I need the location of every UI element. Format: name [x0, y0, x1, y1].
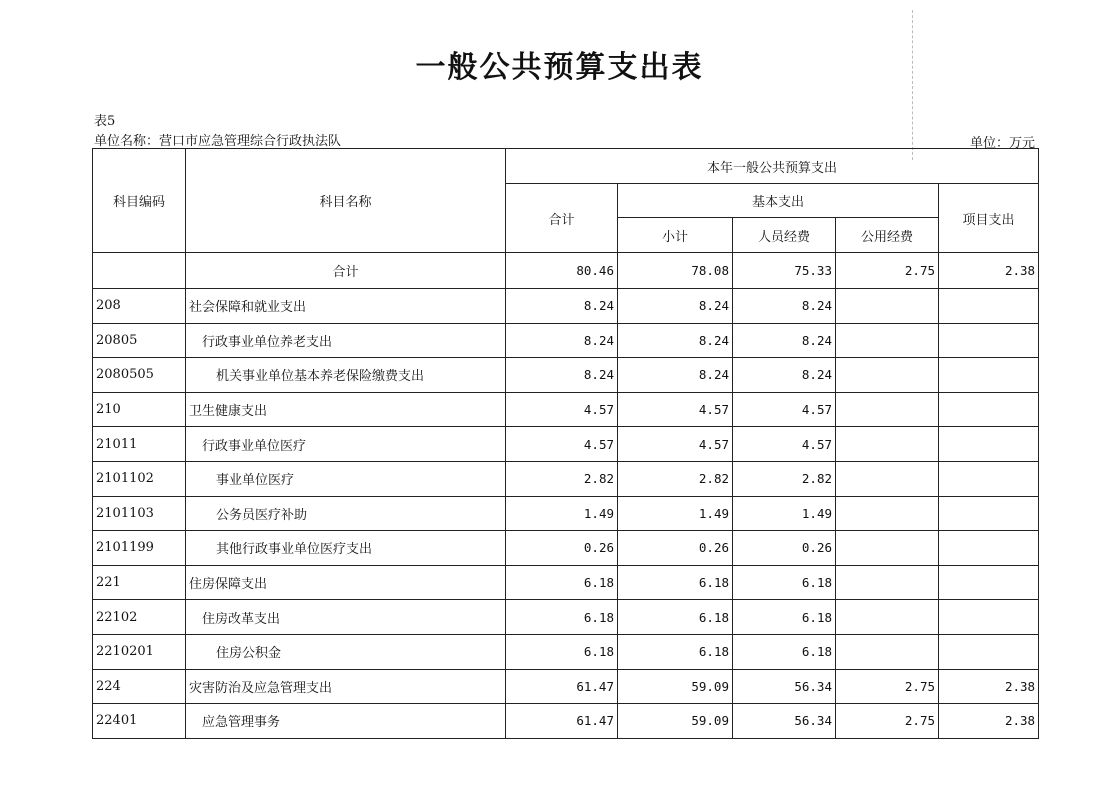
- cell-public: [836, 461, 939, 496]
- cell-public: 2.75: [836, 704, 939, 739]
- cell-subtotal: 4.57: [618, 392, 733, 427]
- cell-project: [939, 634, 1039, 669]
- cell-code: 2101103: [93, 496, 186, 531]
- cell-name: 住房改革支出: [186, 600, 506, 635]
- cell-personnel: 1.49: [733, 496, 836, 531]
- total-label: 合计: [186, 253, 506, 289]
- cell-subtotal: 0.26: [618, 531, 733, 566]
- cell-code: 208: [93, 289, 186, 324]
- cell-project: 2.38: [939, 704, 1039, 739]
- cell-name: 应急管理事务: [186, 704, 506, 739]
- cell-total: 8.24: [506, 358, 618, 393]
- header-code: 科目编码: [93, 149, 186, 253]
- cell-subtotal: 59.09: [618, 704, 733, 739]
- cell-code: 2080505: [93, 358, 186, 393]
- cell-total: 0.26: [506, 531, 618, 566]
- table-row: [93, 392, 1039, 427]
- cell-code: 22102: [93, 600, 186, 635]
- cell-code: 2210201: [93, 634, 186, 669]
- total-subtotal: 78.08: [618, 253, 733, 289]
- cell-public: 2.75: [836, 669, 939, 704]
- header-row-1: [93, 149, 1039, 184]
- cell-total: 2.82: [506, 461, 618, 496]
- cell-project: 2.38: [939, 669, 1039, 704]
- cell-subtotal: 6.18: [618, 634, 733, 669]
- cell-personnel: 6.18: [733, 634, 836, 669]
- header-total: 合计: [506, 184, 618, 253]
- cell-public: [836, 600, 939, 635]
- cell-name: 灾害防治及应急管理支出: [186, 669, 506, 704]
- cell-personnel: 8.24: [733, 289, 836, 324]
- cell-personnel: 2.82: [733, 461, 836, 496]
- cell-code: 20805: [93, 323, 186, 358]
- cell-project: [939, 565, 1039, 600]
- cell-personnel: 4.57: [733, 392, 836, 427]
- header-name: 科目名称: [186, 149, 506, 253]
- header-personnel: 人员经费: [733, 218, 836, 253]
- cell-total: 61.47: [506, 669, 618, 704]
- cell-total: 8.24: [506, 323, 618, 358]
- cell-project: [939, 496, 1039, 531]
- table-row: [93, 358, 1039, 393]
- cell-subtotal: 8.24: [618, 323, 733, 358]
- cell-code: 224: [93, 669, 186, 704]
- page-title: 一般公共预算支出表: [415, 50, 704, 85]
- table-row: [93, 496, 1039, 531]
- cell-total: 4.57: [506, 427, 618, 462]
- total-public: 2.75: [836, 253, 939, 289]
- cell-total: 1.49: [506, 496, 618, 531]
- cell-public: [836, 392, 939, 427]
- cell-personnel: 8.24: [733, 323, 836, 358]
- cell-project: [939, 323, 1039, 358]
- total-project: 2.38: [939, 253, 1039, 289]
- cell-total: 6.18: [506, 565, 618, 600]
- cell-total: 61.47: [506, 704, 618, 739]
- table-row: [93, 634, 1039, 669]
- budget-table: [92, 148, 1039, 739]
- cell-code: 210: [93, 392, 186, 427]
- table-row: [93, 565, 1039, 600]
- table-row: [93, 461, 1039, 496]
- cell-subtotal: 1.49: [618, 496, 733, 531]
- cell-project: [939, 392, 1039, 427]
- cell-subtotal: 6.18: [618, 600, 733, 635]
- total-code: [93, 253, 186, 289]
- cell-project: [939, 427, 1039, 462]
- cell-personnel: 6.18: [733, 600, 836, 635]
- table-row: [93, 704, 1039, 739]
- header-subtotal: 小计: [618, 218, 733, 253]
- cell-total: 6.18: [506, 600, 618, 635]
- cell-public: [836, 358, 939, 393]
- unit-label: 单位：万元: [969, 136, 1035, 151]
- cell-subtotal: 6.18: [618, 565, 733, 600]
- cell-personnel: 56.34: [733, 704, 836, 739]
- cell-project: [939, 461, 1039, 496]
- total-personnel: 75.33: [733, 253, 836, 289]
- cell-name: 行政事业单位养老支出: [186, 323, 506, 358]
- total-row: [93, 253, 1039, 289]
- unit-name: 单位名称：营口市应急管理综合行政执法队: [94, 134, 342, 149]
- table-number: 表5: [94, 114, 116, 129]
- table-row: [93, 289, 1039, 324]
- cell-name: 住房保障支出: [186, 565, 506, 600]
- table-row: [93, 669, 1039, 704]
- table-row: [93, 427, 1039, 462]
- cell-name: 行政事业单位医疗: [186, 427, 506, 462]
- cell-name: 社会保障和就业支出: [186, 289, 506, 324]
- cell-public: [836, 323, 939, 358]
- cell-project: [939, 358, 1039, 393]
- cell-personnel: 0.26: [733, 531, 836, 566]
- cell-total: 8.24: [506, 289, 618, 324]
- cell-project: [939, 600, 1039, 635]
- cell-personnel: 56.34: [733, 669, 836, 704]
- cell-name: 住房公积金: [186, 634, 506, 669]
- total-total: 80.46: [506, 253, 618, 289]
- table-row: [93, 600, 1039, 635]
- cell-subtotal: 59.09: [618, 669, 733, 704]
- cell-public: [836, 289, 939, 324]
- cell-project: [939, 289, 1039, 324]
- cell-name: 事业单位医疗: [186, 461, 506, 496]
- table-row: [93, 323, 1039, 358]
- header-project: 项目支出: [939, 184, 1039, 253]
- cell-public: [836, 634, 939, 669]
- cell-subtotal: 2.82: [618, 461, 733, 496]
- cell-subtotal: 4.57: [618, 427, 733, 462]
- cell-code: 21011: [93, 427, 186, 462]
- cell-total: 4.57: [506, 392, 618, 427]
- cell-personnel: 6.18: [733, 565, 836, 600]
- cell-public: [836, 496, 939, 531]
- cell-public: [836, 565, 939, 600]
- header-public: 公用经费: [836, 218, 939, 253]
- cell-public: [836, 531, 939, 566]
- cell-public: [836, 427, 939, 462]
- cell-subtotal: 8.24: [618, 289, 733, 324]
- cell-total: 6.18: [506, 634, 618, 669]
- cell-code: 22401: [93, 704, 186, 739]
- cell-code: 221: [93, 565, 186, 600]
- cell-project: [939, 531, 1039, 566]
- cell-name: 公务员医疗补助: [186, 496, 506, 531]
- cell-personnel: 8.24: [733, 358, 836, 393]
- table-row: [93, 531, 1039, 566]
- cell-name: 机关事业单位基本养老保险缴费支出: [186, 358, 506, 393]
- header-basic: 基本支出: [618, 184, 939, 218]
- cell-subtotal: 8.24: [618, 358, 733, 393]
- cell-name: 卫生健康支出: [186, 392, 506, 427]
- cell-personnel: 4.57: [733, 427, 836, 462]
- cell-code: 2101199: [93, 531, 186, 566]
- cell-code: 2101102: [93, 461, 186, 496]
- header-current-year: 本年一般公共预算支出: [506, 149, 1039, 184]
- cell-name: 其他行政事业单位医疗支出: [186, 531, 506, 566]
